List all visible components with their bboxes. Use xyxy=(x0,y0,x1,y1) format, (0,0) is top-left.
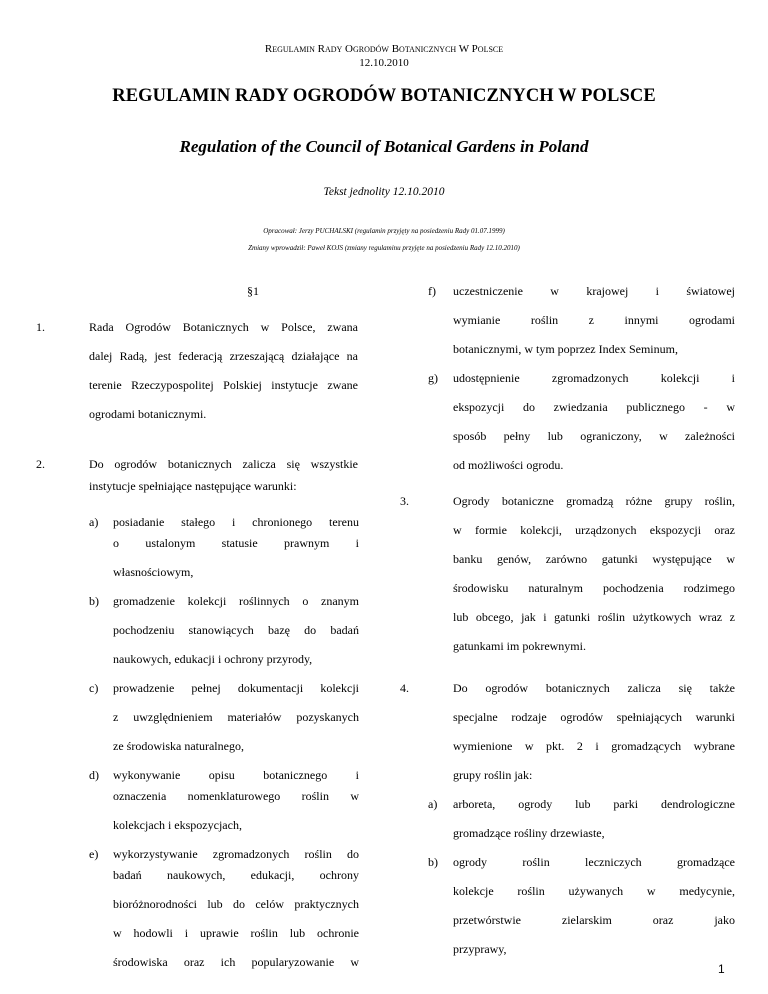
list-item-label: a) xyxy=(89,515,99,529)
list-item-line: środowiska oraz ich popularyzowanie w xyxy=(113,955,359,969)
author-note: Opracował: Jerzy PUCHALSKI (regulamin przyjęty na posiedzeniu Rady 01.07.1999) xyxy=(263,227,505,235)
list-item-line: w hodowli i uprawie roślin lub ochronie xyxy=(113,926,359,940)
list-item-line: kolekcjach i ekspozycjach, xyxy=(113,818,242,832)
document-title: REGULAMIN RADY OGRODÓW BOTANICZNYCH W POLSCE xyxy=(112,86,656,106)
list-item-line: pochodzeniu stanowiących bazę do badań xyxy=(113,623,359,637)
running-header-date: 12.10.2010 xyxy=(359,57,409,69)
running-header-title: Regulamin Rady Ogrodów Botanicznych W Polsce xyxy=(264,43,504,55)
paragraph-line: specjalne rodzaje ogrodów spełniających warunki xyxy=(453,710,735,724)
list-item-line: ekspozycji do zwiedzania publicznego - w xyxy=(453,400,735,414)
paragraph-line: Ogrody botaniczne gromadzą różne grupy roślin, xyxy=(453,494,735,508)
list-item-line: oznaczenia nomenklaturowego roślin w xyxy=(113,789,359,803)
list-item-line: gromadzenie kolekcji roślinnych o znanym xyxy=(113,594,359,608)
paragraph-line: wymienione w pkt. 2 i gromadzących wybrane xyxy=(453,739,735,753)
list-item-line: wykonywanie opisu botanicznego i xyxy=(113,768,359,782)
paragraph-line: środowisku naturalnym pochodzenia rodzimego xyxy=(453,581,735,595)
paragraph-number: 4. xyxy=(400,681,409,695)
list-item-label: e) xyxy=(89,847,99,861)
paragraph-line: banku genów, zarówno gatunki występujące w xyxy=(453,552,735,566)
paragraph-line: gatunkami im pokrewnymi. xyxy=(453,639,586,653)
paragraph-line: instytucje spełniające następujące warunki: xyxy=(89,479,297,493)
paragraph-line: Do ogrodów botanicznych zalicza się także xyxy=(453,681,735,695)
list-item-line: wymianie roślin z innymi ogrodami xyxy=(453,313,735,327)
list-item-line: badań naukowych, edukacji, ochrony xyxy=(113,868,359,882)
list-item-line: botanicznymi, w tym poprzez Index Seminum, xyxy=(453,342,678,356)
list-item-line: uczestniczenie w krajowej i światowej xyxy=(453,284,735,298)
list-item-line: ze środowiska naturalnego, xyxy=(113,739,244,753)
list-item-label: a) xyxy=(428,797,438,811)
list-item-label: b) xyxy=(428,855,438,869)
paragraph-line: grupy roślin jak: xyxy=(453,768,533,782)
document-subtitle: Regulation of the Council of Botanical Gardens in Poland xyxy=(179,137,589,156)
list-item-label: c) xyxy=(89,681,99,695)
section-heading: §1 xyxy=(247,284,259,298)
paragraph-number: 1. xyxy=(36,320,45,334)
list-item-line: wykorzystywanie zgromadzonych roślin do xyxy=(113,847,359,861)
list-item-line: naukowych, edukacji i ochrony przyrody, xyxy=(113,652,313,666)
list-item-line: prowadzenie pełnej dokumentacji kolekcji xyxy=(113,681,359,695)
paragraph-line: Rada Ogrodów Botanicznych w Polsce, zwana xyxy=(89,320,358,334)
list-item-line: bioróżnorodności lub do celów praktycznych xyxy=(113,897,359,911)
list-item-line: o ustalonym statusie prawnym i xyxy=(113,536,359,550)
list-item-line: ogrody roślin leczniczych gromadzące xyxy=(453,855,735,869)
list-item-line: udostępnienie zgromadzonych kolekcji i xyxy=(453,371,735,385)
paragraph-line: terenie Rzeczypospolitej Polskiej instytucje zwane xyxy=(89,378,358,392)
paragraph-line: Do ogrodów botanicznych zalicza się wszystkie xyxy=(89,457,358,471)
list-item-label: g) xyxy=(428,371,438,385)
paragraph-number: 2. xyxy=(36,457,45,471)
paragraph-line: ogrodami botanicznymi. xyxy=(89,407,207,421)
list-item-line: przyprawy, xyxy=(453,942,507,956)
paragraph-number: 3. xyxy=(400,494,409,508)
list-item-label: b) xyxy=(89,594,99,608)
list-item-line: gromadzące rośliny drzewiaste, xyxy=(453,826,605,840)
changes-note: Zmiany wprowadził: Paweł KOJS (zmiany regulaminu przyjęte na posiedzeniu Rady 12.10.2010) xyxy=(248,244,520,252)
list-item-line: kolekcje roślin używanych w medycynie, xyxy=(453,884,735,898)
list-item-line: arboreta, ogrody lub parki dendrologiczne xyxy=(453,797,735,811)
list-item-line: posiadanie stałego i chronionego terenu xyxy=(113,515,359,529)
list-item-line: przetwórstwie zielarskim oraz jako xyxy=(453,913,735,927)
list-item-line: od możliwości ogrodu. xyxy=(453,458,564,472)
list-item-label: d) xyxy=(89,768,99,782)
paragraph-line: w formie kolekcji, urządzonych ekspozycji oraz xyxy=(453,523,735,537)
list-item-line: z uwzględnieniem materiałów pozyskanych xyxy=(113,710,359,724)
paragraph-line: dalej Radą, jest federacją zrzeszającą działające na xyxy=(89,349,358,363)
list-item-line: własnościowym, xyxy=(113,565,194,579)
list-item-label: f) xyxy=(428,284,436,298)
edition-note: Tekst jednolity 12.10.2010 xyxy=(323,186,445,198)
paragraph-line: lub obcego, jak i gatunki roślin użytkowych wraz z xyxy=(453,610,735,624)
list-item-line: sposób pełny lub ograniczony, w zależności xyxy=(453,429,735,443)
page-number: 1 xyxy=(718,962,725,976)
